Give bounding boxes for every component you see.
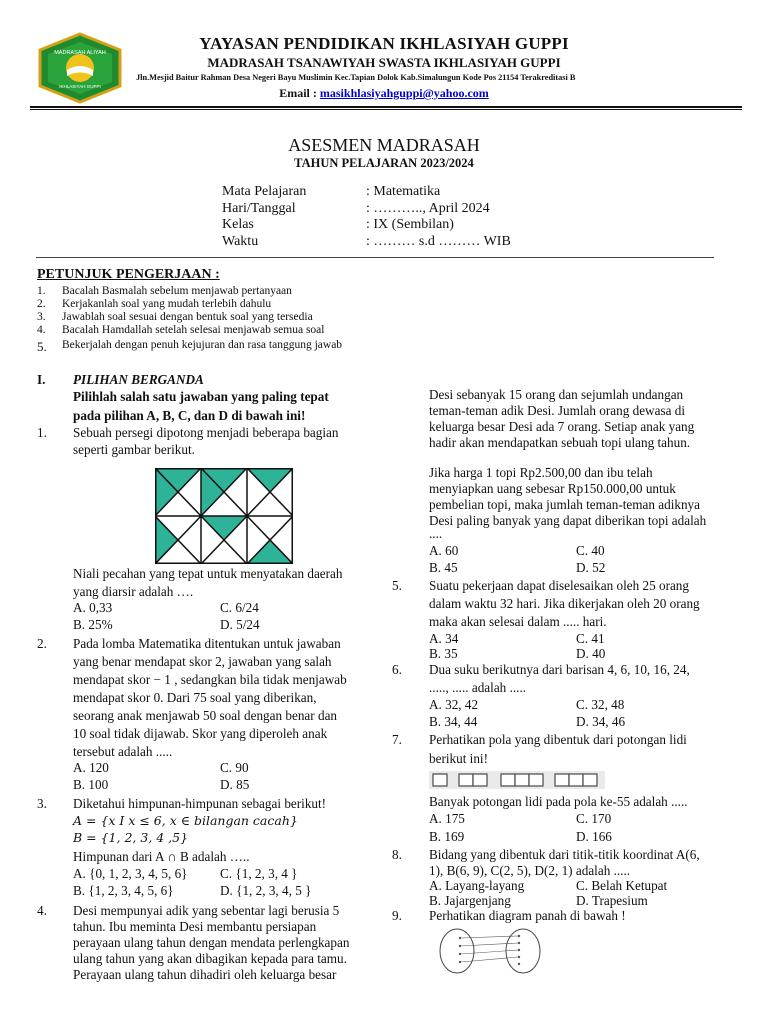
instruction-num: 4.: [37, 324, 46, 336]
question-text: Desi paling banyak yang dapat diberikan topi adalah: [429, 513, 707, 528]
option-b[interactable]: B. 34, 44: [429, 714, 478, 729]
question-text: seorang anak menjawab 50 soal dengan benar dan: [73, 708, 338, 723]
set-b: B = {1, 2, 3, 4 ,5}: [73, 830, 189, 845]
option-a[interactable]: A. Layang-layang: [429, 878, 525, 893]
question-text: Jika harga 1 topi Rp2.500,00 dan ibu telah: [429, 465, 653, 480]
matchstick-pattern-figure: [429, 771, 605, 794]
question-text: Bidang yang dibentuk dari titik-titik koordinat A(6,: [429, 847, 700, 862]
logo-text-top: MADRASAH ALIYAH: [54, 50, 106, 56]
meta-label-class: Kelas: [222, 217, 254, 232]
question-text: tahun. Ibu meminta Desi membantu persiapan: [73, 919, 317, 934]
question-text: Niali pecahan yang tepat untuk menyatakan daerah: [73, 566, 343, 581]
option-d[interactable]: D. 34, 46: [576, 714, 626, 729]
question-text: Diketahui himpunan-himpunan sebagai berikut!: [73, 796, 327, 811]
instruction-text: Jawablah soal sesuai dengan bentuk soal yang tersedia: [62, 311, 313, 323]
meta-rule: [36, 257, 714, 258]
instruction-text: Bekerjalah dengan penuh kejujuran dan rasa tanggung jawab: [62, 339, 343, 351]
meta-value-subject: : Matematika: [366, 184, 441, 199]
question-text: teman-teman adik Desi. Jumlah orang dewasa di: [429, 403, 685, 418]
question-text: Dua suku berikutnya dari barisan 4, 6, 10, 16, 24,: [429, 662, 690, 677]
header-rule-thick: [30, 106, 742, 108]
option-a[interactable]: A. 0,33: [73, 600, 113, 615]
question-number: 5.: [392, 578, 402, 593]
question-text: ....., ..... adalah .....: [429, 680, 527, 695]
shaded-square-figure: [155, 468, 293, 569]
meta-value-date: : ……….., April 2024: [366, 201, 490, 216]
question-text: Suatu pekerjaan dapat diselesaikan oleh 25 orang: [429, 578, 689, 593]
question-text: yang diarsir adalah ….: [73, 584, 194, 599]
header-rule-thin: [30, 109, 742, 110]
option-d[interactable]: D. Trapesium: [576, 893, 648, 908]
question-text: Banyak potongan lidi pada pola ke-55 adalah .....: [429, 794, 688, 809]
question-text: Sebuah persegi dipotong menjadi beberapa bagian: [73, 425, 339, 440]
option-d[interactable]: D. 166: [576, 829, 612, 844]
meta-label-subject: Mata Pelajaran: [222, 184, 307, 199]
question-number: 6.: [392, 662, 402, 677]
option-c[interactable]: C. 170: [576, 811, 612, 826]
question-text: perayaan ulang tahun dengan mendata perlengkapan: [73, 935, 350, 950]
section-instruction-2: pada pilihan A, B, C, dan D di bawah ini!: [73, 408, 306, 423]
email-link[interactable]: masikhlasiyahguppi@yahoo.com: [319, 86, 489, 100]
foundation-name: YAYASAN PENDIDIKAN IKHLASIYAH GUPPI: [199, 34, 569, 53]
option-c[interactable]: C. 32, 48: [576, 697, 625, 712]
meta-label-time: Waktu: [222, 234, 259, 249]
option-a[interactable]: A. 120: [73, 760, 109, 775]
question-number: 8.: [392, 847, 402, 862]
question-number: 9.: [392, 908, 402, 923]
logo-text-bottom: IKHLASIYAH GUPPI: [59, 84, 101, 89]
question-text: seperti gambar berikut.: [73, 442, 195, 457]
question-text: keluarga besar Desi ada 7 orang. Setiap anak yang: [429, 419, 695, 434]
instruction-num: 5.: [37, 339, 47, 354]
question-text: ulang tahun yang akan dibagikan kepada para tamu.: [73, 951, 347, 966]
question-text: Himpunan dari A ∩ B adalah …..: [73, 849, 250, 864]
question-text: berikut ini!: [429, 751, 488, 766]
question-number: 7.: [392, 732, 402, 747]
instruction-text: Bacalah Basmalah sebelum menjawab pertanyaan: [62, 285, 292, 297]
question-text: 1), B(6, 9), C(2, 5), D(2, 1) adalah .....: [429, 863, 631, 878]
option-b[interactable]: B. Jajargenjang: [429, 893, 511, 908]
option-d[interactable]: D. 52: [576, 560, 606, 575]
option-a[interactable]: A. {0, 1, 2, 3, 4, 5, 6}: [73, 866, 188, 881]
question-text: ....: [429, 526, 443, 541]
question-text: Perayaan ulang tahun dihadiri oleh keluarga besar: [73, 967, 337, 982]
option-a[interactable]: A. 34: [429, 631, 459, 646]
meta-label-date: Hari/Tanggal: [222, 201, 296, 216]
question-number: 1.: [37, 425, 47, 440]
option-d[interactable]: D. 85: [220, 777, 250, 792]
instruction-text: Kerjakanlah soal yang mudah terlebih dahulu: [62, 298, 272, 310]
option-b[interactable]: B. 35: [429, 646, 458, 661]
option-c[interactable]: C. 40: [576, 543, 605, 558]
instructions-heading: PETUNJUK PENGERJAAN :: [37, 267, 220, 282]
question-text: tersebut adalah .....: [73, 744, 173, 759]
question-text: Desi sebanyak 15 orang dan sejumlah undangan: [429, 387, 684, 402]
arrow-diagram-figure: [430, 926, 550, 981]
option-a[interactable]: A. 175: [429, 811, 465, 826]
question-number: 3.: [37, 796, 47, 811]
option-b[interactable]: B. 45: [429, 560, 458, 575]
question-text: hadir akan mendapatkan sebuah topi ulang tahun.: [429, 435, 691, 450]
question-text: yang benar mendapat skor 2, jawaban yang salah: [73, 654, 332, 669]
question-text: Desi mempunyai adik yang sebentar lagi berusia 5: [73, 903, 340, 918]
question-text: Perhatikan diagram panah di bawah !: [429, 908, 626, 923]
section-number: I.: [37, 372, 46, 387]
question-text: menyiapkan uang sebesar Rp150.000,00 untuk: [429, 481, 676, 496]
instruction-num: 2.: [37, 298, 46, 310]
school-name: MADRASAH TSANAWIYAH SWASTA IKHLASIYAH GUPPI: [207, 55, 561, 70]
option-a[interactable]: A. 60: [429, 543, 459, 558]
question-text: dalam waktu 32 hari. Jika dikerjakan oleh 20 orang: [429, 596, 700, 611]
question-text: mendapat skor 0. Dari 75 soal yang diberikan,: [73, 690, 317, 705]
question-text: maka akan selesai dalam ..... hari.: [429, 614, 607, 629]
question-number: 2.: [37, 636, 47, 651]
set-a: A = {x I x ≤ 6, x ∈ bilangan cacah}: [73, 813, 298, 828]
question-text: pembelian topi, maka jumlah teman-teman adiknya: [429, 497, 700, 512]
question-number: 4.: [37, 903, 47, 918]
option-c[interactable]: C. {1, 2, 3, 4 }: [220, 866, 298, 881]
instruction-text: Bacalah Hamdallah setelah selesai menjawab semua soal: [62, 324, 325, 336]
exam-title: ASESMEN MADRASAH: [288, 135, 480, 155]
question-text: mendapat skor − 1 , sedangkan bila tidak menjawab: [73, 672, 347, 687]
option-c[interactable]: C. 90: [220, 760, 249, 775]
option-c[interactable]: C. 6/24: [220, 600, 259, 615]
email-line: [0, 86, 768, 101]
option-a[interactable]: A. 32, 42: [429, 697, 479, 712]
section-instruction-1: Pilihlah salah satu jawaban yang paling tepat: [73, 389, 329, 404]
email-label: Email :: [279, 86, 320, 100]
option-c[interactable]: C. 41: [576, 631, 605, 646]
question-text: Perhatikan pola yang dibentuk dari potongan lidi: [429, 732, 687, 747]
question-text: Pada lomba Matematika ditentukan untuk jawaban: [73, 636, 341, 651]
option-d[interactable]: D. 5/24: [220, 617, 260, 632]
option-b[interactable]: B. 25%: [73, 617, 113, 632]
option-b[interactable]: B. 100: [73, 777, 109, 792]
option-b[interactable]: B. 169: [429, 829, 465, 844]
instruction-num: 3.: [37, 311, 46, 323]
option-d[interactable]: D. 40: [576, 646, 606, 661]
instruction-num: 1.: [37, 285, 46, 297]
school-address: Jln.Mesjid Baitur Rahman Desa Negeri Bayu Muslimin Kec.Tapian Dolok Kab.Simalungun Kode Pos 21154 Terakreditasi B: [136, 73, 576, 82]
option-d[interactable]: D. {1, 2, 3, 4, 5 }: [220, 883, 312, 898]
option-b[interactable]: B. {1, 2, 3, 4, 5, 6}: [73, 883, 174, 898]
question-text: 10 soal tidak dijawab. Skor yang diperoleh anak: [73, 726, 328, 741]
meta-value-class: : IX (Sembilan): [366, 217, 454, 232]
exam-year: TAHUN PELAJARAN 2023/2024: [294, 156, 474, 170]
option-c[interactable]: C. Belah Ketupat: [576, 878, 668, 893]
section-title: PILIHAN BERGANDA: [73, 372, 204, 387]
meta-value-time: : ……… s.d ……… WIB: [366, 234, 511, 249]
